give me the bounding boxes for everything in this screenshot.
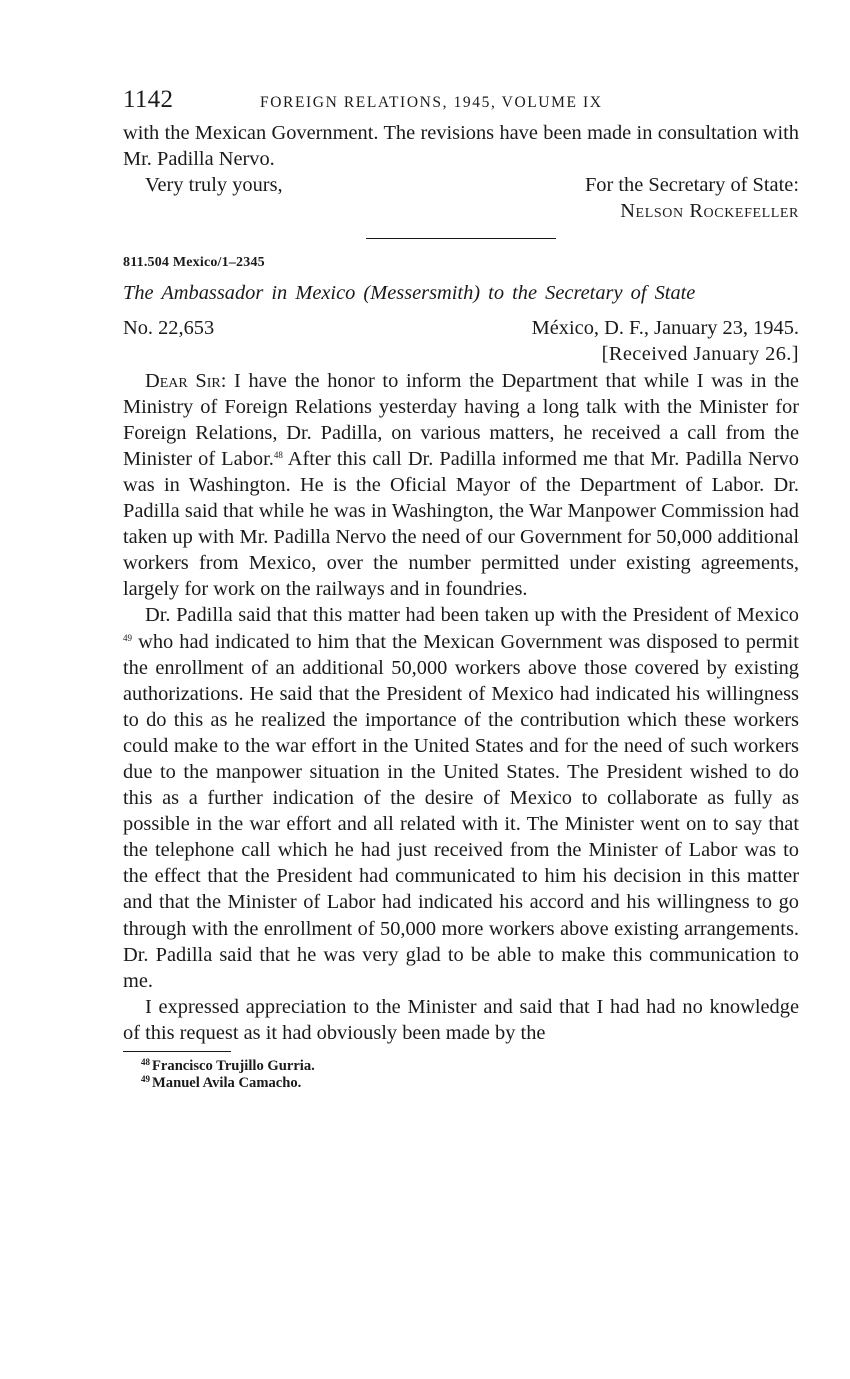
footnote-number: 49 (141, 1074, 150, 1084)
salutation: Dear Sir: (145, 369, 227, 392)
paragraph-3: I expressed appreciation to the Minister and said that I had had no knowledge of this request as it had obviously been made by the (123, 995, 799, 1044)
paragraph-1-text-b: After this call Dr. Padilla informed me that Mr. Padilla Nervo was in Washington. He is the Oficial Mayor of the Department of Labor. Dr. Padilla said that while he was in Washington, the War Manpower Commission had taken up with Mr. Padilla Nervo the need of our Government for 50,000 additional workers from Mexico, over the number permitted under existing agreements, largely for work on the railways and in foundries. (123, 447, 799, 601)
document-title: The Ambassador in Mexico (Messersmith) to the Secretary of State (123, 282, 696, 305)
despatch-number: No. 22,653 (123, 317, 215, 340)
footnote-text: Francisco Trujillo Gurria. (152, 1058, 315, 1074)
paragraph-2 (123, 602, 799, 993)
received-date: [Received January 26.] (601, 343, 799, 366)
complimentary-close: Very truly yours, (145, 174, 283, 197)
paragraph-2-text-b: who had indicated to him that the Mexican Government was disposed to permit the enrollment of an additional 50,000 workers above those covered by existing authorizations. He said that the President of Mexico had indicated his willingness to do this as he realized the importance of the contribution which these workers could make to the war effort in the United States and for the need of such workers due to the manpower situation in the United States. The President wished to do this as a further indication of the desire of Mexico to collaborate as fully as possible in the war effort and all related with it. The Minister went on to say that the telephone call which he had just received from the Minister of Labor was to the effect that the President had communicated to him his decision in this matter and that the Minister of Labor had indicated his accord and his willingness to go through with the enrollment of 50,000 more workers above existing arrangements. Dr. Padilla said that he was very glad to be able to make this communication to me. (123, 630, 799, 992)
previous-letter-closing-text: with the Mexican Government. The revisions have been made in consultation with Mr. Padilla Nervo. (123, 122, 799, 171)
page-header (123, 86, 799, 120)
signer-title: For the Secretary of State: (584, 174, 799, 197)
letter-body (123, 368, 799, 1046)
footnote-ref-48: 48 (273, 449, 283, 460)
footnotes (123, 1058, 799, 1092)
footnote-49 (141, 1075, 799, 1092)
page-number: 1142 (123, 86, 174, 113)
signer-name: Nelson Rockefeller (620, 200, 799, 223)
paragraph-2-text-a: Dr. Padilla said that this matter had been taken up with the President of Mexico (145, 604, 799, 627)
footnote-ref-49: 49 (123, 632, 132, 643)
running-head: FOREIGN RELATIONS, 1945, VOLUME IX (260, 94, 603, 111)
document-entry (123, 253, 799, 1046)
signature-block (123, 172, 799, 198)
footnote-divider (123, 1051, 231, 1052)
section-divider (366, 238, 556, 239)
footnote-text: Manuel Avila Camacho. (152, 1075, 302, 1091)
dateline (123, 315, 799, 341)
paragraph-1-text-a: I have the honor to inform the Department that while I was in the Ministry of Foreign Relations yesterday having a long talk with the Minister for Foreign Relations, Dr. Padilla, on various matters, he received a call from the Minister of Labor. (123, 369, 799, 470)
file-reference: 811.504 Mexico/1–2345 (123, 255, 265, 271)
paragraph-1 (123, 368, 799, 603)
footnote-number: 48 (141, 1057, 150, 1067)
previous-letter-end (123, 120, 799, 224)
place-and-date: México, D. F., January 23, 1945. (531, 317, 799, 340)
footnote-48 (141, 1058, 799, 1075)
document-page (123, 86, 799, 1092)
